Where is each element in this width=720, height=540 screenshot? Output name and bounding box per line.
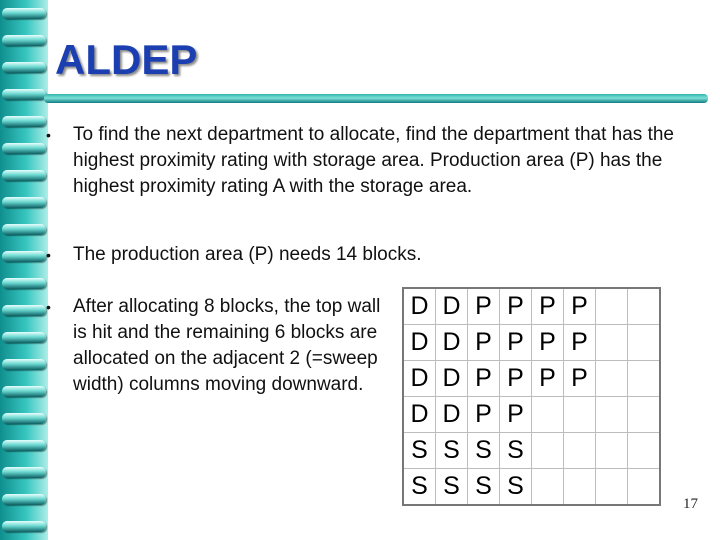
grid-cell: D [403,397,436,433]
grid-cell: D [403,288,436,325]
bullet-text: After allocating 8 blocks, the top wall is hit and the remaining 6 blocks are allocated on the adjacent 2 (=sweep width) columns moving downward. [73,296,381,395]
grid-cell: D [436,288,468,325]
grid-cell: S [500,433,532,469]
binder-ring [2,197,46,208]
title-divider [44,94,708,103]
grid-cell [628,469,661,506]
binder-ring [2,224,46,235]
binder-ring [2,251,46,262]
binder-ring [2,89,46,100]
binder-ring [2,143,46,154]
grid-cell [532,469,564,506]
grid-cell [532,433,564,469]
grid-cell [628,433,661,469]
grid-cell: S [436,433,468,469]
grid-cell: P [532,325,564,361]
bullet-dot: • [46,127,51,143]
bullet-text: The production area (P) needs 14 blocks. [73,244,422,265]
grid-cell [564,397,596,433]
grid-cell: S [403,433,436,469]
grid-row [403,469,660,506]
binder-ring [2,413,46,424]
grid-cell: P [564,288,596,325]
slide-title: ALDEP [55,36,198,83]
grid-cell: S [468,433,500,469]
binder-ring [2,440,46,451]
grid-cell [564,433,596,469]
grid-cell: P [532,288,564,325]
grid-cell [628,325,661,361]
binder-ring [2,35,46,46]
grid-cell [596,469,628,506]
binder-strip [0,0,48,540]
layout-grid [402,287,661,506]
grid-cell: P [468,288,500,325]
grid-cell [628,397,661,433]
binder-ring [2,521,46,532]
grid-cell: D [436,325,468,361]
grid-row [403,361,660,397]
binder-ring [2,170,46,181]
grid-cell: P [564,361,596,397]
grid-cell: P [500,361,532,397]
grid-cell: D [403,325,436,361]
binder-ring [2,62,46,73]
grid-cell: P [564,325,596,361]
bullet-item-1 [46,122,706,228]
grid-cell: D [436,361,468,397]
grid-cell: P [468,397,500,433]
page-number: 17 [683,496,698,512]
grid-cell [532,397,564,433]
grid-row [403,433,660,469]
grid-cell: S [500,469,532,506]
grid-cell: D [436,397,468,433]
grid-cell: S [436,469,468,506]
grid-cell: D [403,361,436,397]
grid-cell: P [500,397,532,433]
bullet-dot: • [46,247,51,263]
binder-ring [2,494,46,505]
binder-ring [2,332,46,343]
grid-cell [628,361,661,397]
bullet-text: To find the next department to allocate, find the department that has the highest proximity rating with storage area. Production area (P) has the highest proximity rating A with the storage area. [73,124,674,197]
grid-row [403,397,660,433]
binder-ring [2,467,46,478]
grid-cell [564,469,596,506]
binder-ring [2,305,46,316]
grid-cell [596,433,628,469]
grid-cell [596,397,628,433]
grid-row [403,288,660,325]
grid-cell: P [532,361,564,397]
binder-ring [2,386,46,397]
grid-cell [596,361,628,397]
grid-cell: P [500,325,532,361]
grid-cell [596,288,628,325]
grid-cell: P [468,325,500,361]
binder-ring [2,116,46,127]
grid-cell: P [500,288,532,325]
grid-row [403,325,660,361]
grid-cell: S [468,469,500,506]
grid-cell: P [468,361,500,397]
grid-cell [596,325,628,361]
binder-ring [2,278,46,289]
bullet-item-2 [46,242,706,268]
bullet-dot: • [46,299,51,315]
binder-ring [2,359,46,370]
binder-ring [2,8,46,19]
grid-cell [628,288,661,325]
grid-cell: S [403,469,436,506]
bullet-item-3 [46,294,386,454]
